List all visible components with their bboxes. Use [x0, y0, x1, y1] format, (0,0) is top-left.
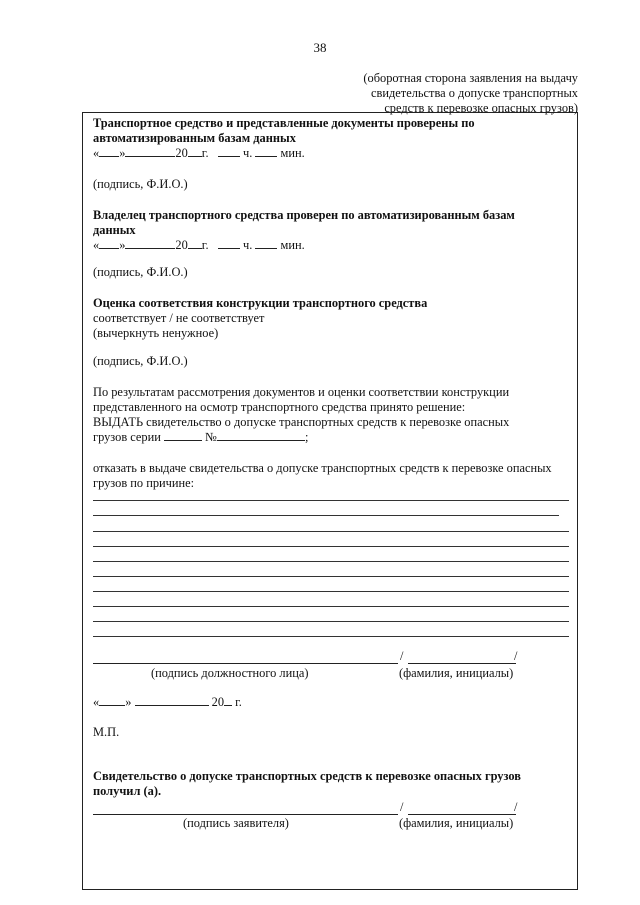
reason-line[interactable] — [93, 546, 569, 547]
section3-option[interactable]: соответствует / не соответствует — [93, 311, 265, 325]
official-signature-line[interactable] — [93, 663, 398, 664]
month-blank[interactable] — [125, 146, 175, 157]
reason-line[interactable] — [93, 515, 559, 516]
section1-datetime-line — [93, 146, 569, 161]
header-note-line: свидетельства о допуске транспортных — [371, 86, 578, 100]
date-quote-open: « — [93, 695, 100, 709]
date-quote-open: « — [93, 238, 100, 252]
number-blank[interactable] — [217, 430, 305, 441]
year-suffix: г. — [235, 695, 242, 709]
reason-line[interactable] — [93, 531, 569, 532]
hour-label: ч. — [242, 146, 253, 160]
semicolon: ; — [304, 430, 309, 444]
minute-label: мин. — [280, 146, 305, 160]
reason-line[interactable] — [93, 636, 569, 637]
section1-title-line1: Транспортное средство и представленные документы проверены по — [93, 116, 475, 130]
decision-date-line — [93, 695, 569, 710]
minute-blank[interactable] — [255, 238, 277, 249]
reason-line[interactable] — [93, 500, 569, 501]
stamp-label: М.П. — [93, 725, 120, 739]
reason-line[interactable] — [93, 591, 569, 592]
date-quote-close: » — [125, 695, 132, 709]
section2-title-line2: данных — [93, 223, 136, 237]
section3-note: (вычеркнуть ненужное) — [93, 326, 219, 340]
date-quote-close: » — [119, 238, 126, 252]
section3-signature: (подпись, Ф.И.О.) — [93, 354, 188, 368]
slash-left: / — [400, 800, 404, 814]
reason-line[interactable] — [93, 576, 569, 577]
day-blank[interactable] — [99, 238, 119, 249]
applicant-name-caption: (фамилия, инициалы) — [399, 816, 514, 830]
year-suffix: г. — [201, 238, 209, 252]
applicant-signature-line[interactable] — [93, 814, 398, 815]
minute-label: мин. — [280, 238, 305, 252]
number-sign: № — [205, 430, 217, 444]
minute-blank[interactable] — [255, 146, 277, 157]
receipt-line2: получил (а). — [93, 784, 162, 798]
month-blank[interactable] — [135, 695, 209, 706]
year-prefix: 20 — [175, 146, 188, 160]
section4-line2: представленного на осмотр транспортного средства принято решение: — [93, 400, 466, 414]
section2-signature: (подпись, Ф.И.О.) — [93, 265, 188, 279]
slash-right: / — [514, 649, 518, 663]
applicant-signature-caption: (подпись заявителя) — [183, 816, 289, 830]
reason-line[interactable] — [93, 621, 569, 622]
header-note-line: средств к перевозке опасных грузов) — [384, 101, 578, 115]
year-prefix: 20 — [175, 238, 188, 252]
slash-right: / — [514, 800, 518, 814]
series-label: грузов серии — [93, 430, 161, 444]
year-suffix: г. — [201, 146, 209, 160]
section4-series-line — [93, 430, 569, 445]
reason-line[interactable] — [93, 561, 569, 562]
series-blank[interactable] — [164, 430, 202, 441]
hour-blank[interactable] — [218, 146, 240, 157]
year-prefix: 20 — [211, 695, 225, 709]
applicant-name-line[interactable] — [408, 814, 516, 815]
year-blank[interactable] — [224, 695, 232, 706]
day-blank[interactable] — [99, 146, 119, 157]
section2-datetime-line — [93, 238, 569, 253]
official-signature-caption: (подпись должностного лица) — [151, 666, 309, 680]
header-note — [363, 71, 578, 116]
section1-title-line2: автоматизированным базам данных — [93, 131, 296, 145]
official-name-caption: (фамилия, инициалы) — [399, 666, 514, 680]
receipt-line1: Свидетельство о допуске транспортных средств к перевозке опасных грузов — [93, 769, 521, 783]
page-number: 38 — [313, 40, 327, 55]
section1-signature: (подпись, Ф.И.О.) — [93, 177, 188, 191]
section4-line1: По результатам рассмотрения документов и оценки соответствии конструкции — [93, 385, 510, 399]
year-blank[interactable] — [188, 146, 202, 157]
section3-title: Оценка соответствия конструкции транспортного средства — [93, 296, 428, 310]
day-blank[interactable] — [99, 695, 125, 706]
form-box — [82, 112, 578, 890]
date-quote-open: « — [93, 146, 100, 160]
hour-blank[interactable] — [218, 238, 240, 249]
header-note-line: (оборотная сторона заявления на выдачу — [363, 71, 578, 85]
month-blank[interactable] — [125, 238, 175, 249]
section5-line2: грузов по причине: — [93, 476, 195, 490]
year-blank[interactable] — [188, 238, 202, 249]
reason-line[interactable] — [93, 606, 569, 607]
section4-line3: ВЫДАТЬ свидетельство о допуске транспортных средств к перевозке опасных — [93, 415, 510, 429]
hour-label: ч. — [242, 238, 253, 252]
section5-line1: отказать в выдаче свидетельства о допуске транспортных средств к перевозке опасных — [93, 461, 552, 475]
official-name-line[interactable] — [408, 663, 516, 664]
slash-left: / — [400, 649, 404, 663]
section2-title-line1: Владелец транспортного средства проверен по автоматизированным базам — [93, 208, 515, 222]
date-quote-close: » — [119, 146, 126, 160]
